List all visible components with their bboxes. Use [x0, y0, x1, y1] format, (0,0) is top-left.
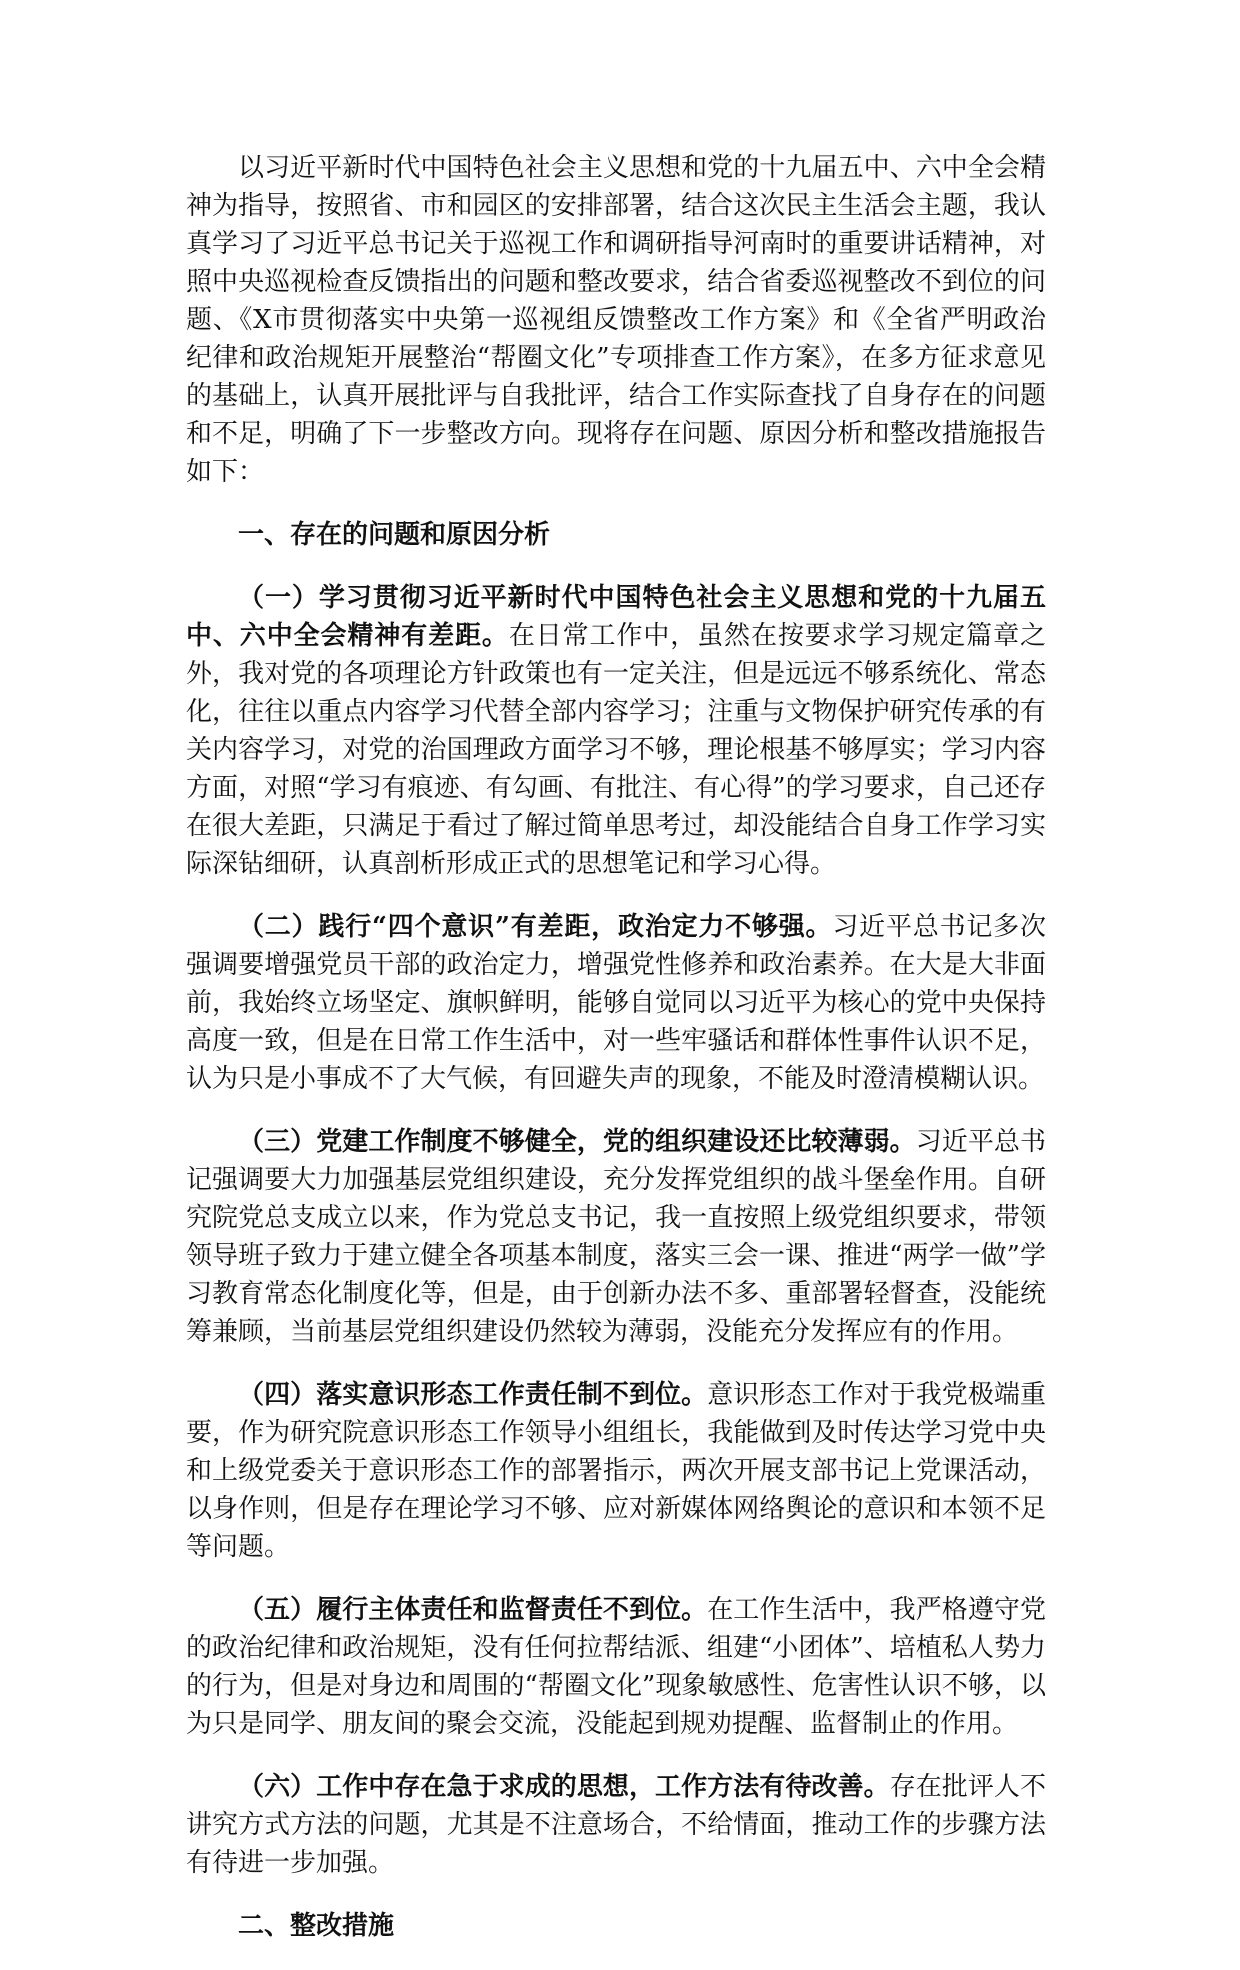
problem-item-5: [186, 1591, 1046, 1743]
item-title: （二）践行“四个意识”有差距，政治定力不够强。: [238, 912, 833, 942]
section-heading-measures: 二、整改措施: [238, 1911, 395, 1941]
item-title: （六）工作中存在急于求成的思想，工作方法有待改善。: [238, 1772, 890, 1802]
item-body: 意识形态工作对于我党极端重要，作为研究院意识形态工作领导小组组长，我能做到及时传达学习党中央和上级党委关于意识形态工作的部署指示，两次开展支部书记上党课活动，以身作则，但是存在理论学习不够、应对新媒体网络舆论的意识和本领不足等问题。: [186, 1380, 1046, 1562]
item-title: （五）履行主体责任和监督责任不到位。: [238, 1595, 708, 1625]
item-title: （四）落实意识形态工作责任制不到位。: [238, 1380, 708, 1410]
item-body: 存在批评人不讲究方式方法的问题，尤其是不注意场合，不给情面，推动工作的步骤方法有待进一步加强。: [186, 1772, 1046, 1878]
problem-item-1: [186, 579, 1046, 883]
section-heading-problems: 一、存在的问题和原因分析: [238, 520, 551, 550]
item-body: 在日常工作中，虽然在按要求学习规定篇章之外，我对党的各项理论方针政策也有一定关注，但是远远不够系统化、常态化，往往以重点内容学习代替全部内容学习；注重与文物保护研究传承的有关内容学习，对党的治国理政方面学习不够，理论根基不够厚实；学习内容方面，对照“学习有痕迹、有勾画、有批注、有心得”的学习要求，自己还存在很大差距，只满足于看过了解过简单思考过，却没能结合自身工作学习实际深钻细研，认真剖析形成正式的思想笔记和学习心得。: [186, 621, 1046, 879]
item-body: 在工作生活中，我严格遵守党的政治纪律和政治规矩，没有任何拉帮结派、组建“小团体”、培植私人势力的行为，但是对身边和周围的“帮圈文化”现象敏感性、危害性认识不够，以为只是同学、朋友间的聚会交流，没能起到规劝提醒、监督制止的作用。: [186, 1595, 1046, 1739]
item-title: （三）党建工作制度不够健全，党的组织建设还比较薄弱。: [238, 1127, 916, 1157]
item-title: （一）学习贯彻习近平新时代中国特色社会主义思想和党的十九届五中、六中全会精神有差距。: [186, 583, 1046, 651]
problem-item-4: [186, 1376, 1046, 1566]
problem-item-2: [186, 908, 1046, 1098]
document-page: [186, 149, 1046, 1970]
item-body: 习近平总书记多次强调要增强党员干部的政治定力，增强党性修养和政治素养。在大是大非面前，我始终立场坚定、旗帜鲜明，能够自觉同以习近平为核心的党中央保持高度一致，但是在日常工作生活中，对一些牢骚话和群体性事件认识不足，认为只是小事成不了大气候，有回避失声的现象，不能及时澄清模糊认识。: [186, 912, 1046, 1094]
problem-item-6: [186, 1768, 1046, 1882]
intro-paragraph: 以习近平新时代中国特色社会主义思想和党的十九届五中、六中全会精神为指导，按照省、市和园区的安排部署，结合这次民主生活会主题，我认真学习了习近平总书记关于巡视工作和调研指导河南时的重要讲话精神，对照中央巡视检查反馈指出的问题和整改要求，结合省委巡视整改不到位的问题、《X市贯彻落实中央第一巡视组反馈整改工作方案》和《全省严明政治纪律和政治规矩开展整治“帮圈文化”专项排查工作方案》，在多方征求意见的基础上，认真开展批评与自我批评，结合工作实际查找了自身存在的问题和不足，明确了下一步整改方向。现将存在问题、原因分析和整改措施报告如下：: [186, 153, 1046, 487]
item-body: 习近平总书记强调要大力加强基层党组织建设，充分发挥党组织的战斗堡垒作用。自研究院党总支成立以来，作为党总支书记，我一直按照上级党组织要求，带领领导班子致力于建立健全各项基本制度，落实三会一课、推进“两学一做”学习教育常态化制度化等，但是，由于创新办法不多、重部署轻督查，没能统筹兼顾，当前基层党组织建设仍然较为薄弱，没能充分发挥应有的作用。: [186, 1127, 1046, 1347]
problem-item-3: [186, 1123, 1046, 1351]
